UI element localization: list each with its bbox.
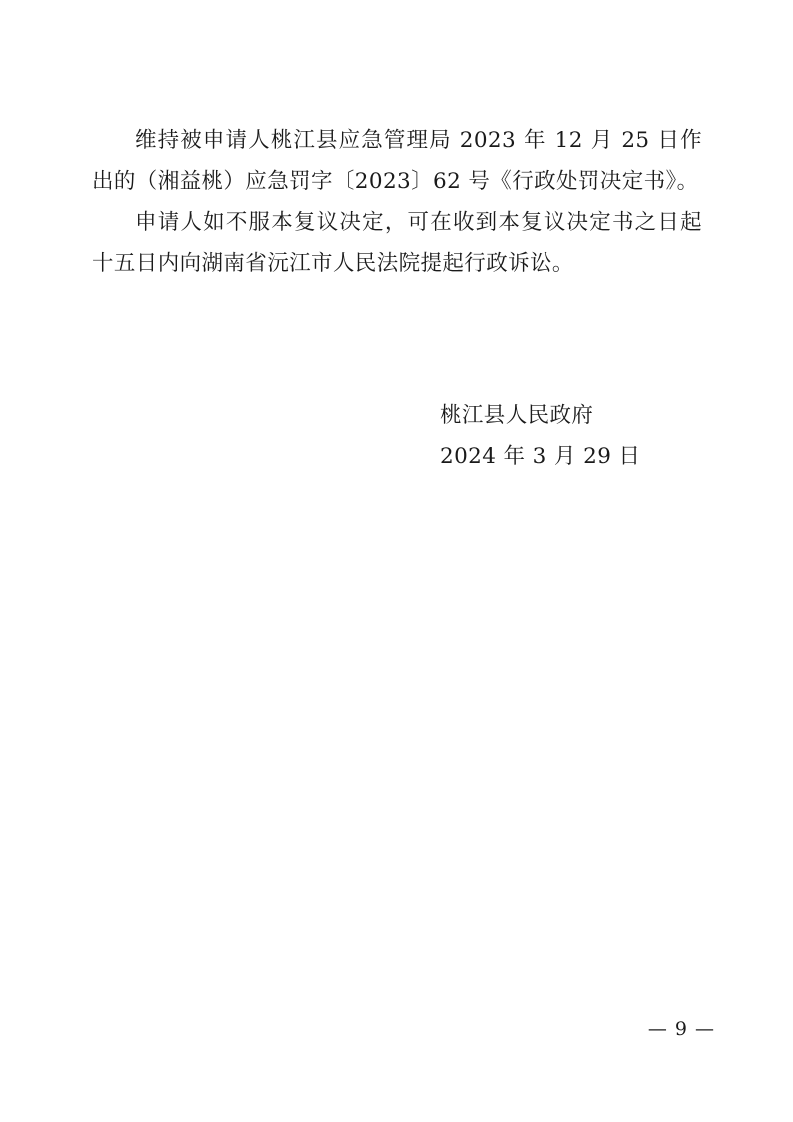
page-number: — 9 — bbox=[647, 1018, 715, 1040]
signature-block bbox=[440, 395, 740, 477]
signature-organization: 桃江县人民政府 bbox=[440, 403, 594, 428]
paragraph-litigation-notice: 申请人如不服本复议决定，可在收到本复议决定书之日起十五日内向湖南省沅江市人民法院提起行政诉讼。 bbox=[92, 210, 702, 276]
signature-date: 2024 年 3 月 29 日 bbox=[440, 444, 641, 469]
paragraph-decision-upheld: 维持被申请人桃江县应急管理局 2023 年 12 月 25 日作出的（湘益桃）应急罚字〔2023〕62 号《行政处罚决定书》。 bbox=[92, 128, 702, 194]
document-body bbox=[92, 120, 702, 284]
